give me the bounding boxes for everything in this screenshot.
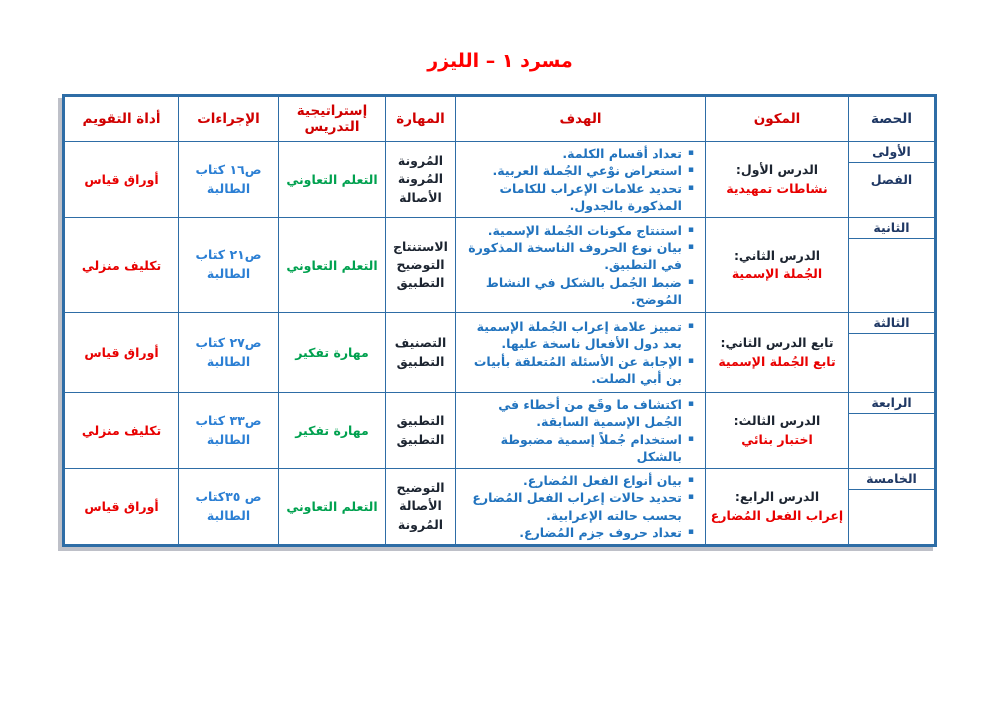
procedures-cell: ص٢٧ كتاب الطالبة (179, 313, 279, 393)
skill-label: التطبيق (396, 275, 445, 291)
square-bullet-icon: ▪ (687, 433, 694, 444)
skill-label: التوضيح (396, 256, 445, 272)
evaluation-cell: أوراق قياس (64, 313, 179, 393)
skill-label: المُرونة (397, 171, 444, 187)
session-label: الثالثة (849, 313, 934, 334)
skill-cell (386, 313, 456, 393)
header-procedures: الإجراءات (179, 96, 279, 142)
skill-cell (386, 142, 456, 218)
component-title: الدرس الثاني: (733, 247, 821, 263)
objective-text: تعداد أقسام الكلمة. (562, 146, 682, 161)
lesson-plan-table (62, 94, 937, 547)
component-name: تابع الجُملة الإسمية (718, 353, 836, 369)
session-sub-label (849, 334, 934, 358)
objective-item (459, 472, 700, 489)
square-bullet-icon: ▪ (687, 492, 694, 503)
objective-cell (456, 393, 706, 469)
skill-label: التطبيق (396, 413, 445, 429)
component-name: الجُملة الإسمية (731, 266, 823, 281)
strategy-cell: التعلم التعاوني (279, 218, 386, 313)
skill-cell (386, 469, 456, 546)
objective-item (459, 145, 700, 162)
objective-item (459, 239, 700, 274)
evaluation-cell: تكليف منزلي (64, 393, 179, 469)
square-bullet-icon: ▪ (687, 148, 694, 158)
header-component: المكون (706, 96, 849, 142)
component-title: تابع الدرس الثاني: (720, 335, 834, 351)
skill-label: الاستنتاج (393, 238, 448, 254)
objective-item (459, 274, 700, 309)
session-cell (849, 469, 936, 546)
objective-text: تمييز علامة إعراب الجُملة الإسمية بعد دول الأفعال ناسخة عليها. (476, 319, 682, 352)
skill-label: التصنيف (394, 335, 447, 351)
session-sub-label (849, 414, 934, 438)
header-objective: الهدف (456, 96, 706, 142)
table-row (64, 469, 936, 546)
square-bullet-icon: ▪ (687, 526, 694, 537)
objective-cell (456, 218, 706, 313)
session-sub-label (849, 490, 934, 514)
component-cell (706, 469, 849, 546)
objective-cell (456, 142, 706, 218)
objective-item (459, 524, 700, 541)
skill-label: الأصالة (399, 498, 442, 514)
header-session: الحصة (849, 96, 936, 142)
skill-cell (386, 393, 456, 469)
objective-item (459, 353, 700, 388)
objective-item (459, 489, 700, 524)
session-label: الرابعة (849, 393, 934, 414)
skill-cell (386, 218, 456, 313)
procedures-cell: ص٢١ كتاب الطالبة (179, 218, 279, 313)
objective-text: استنتاج مكونات الجُملة الإسمية. (487, 222, 682, 238)
square-bullet-icon: ▪ (687, 475, 694, 485)
square-bullet-icon: ▪ (687, 355, 694, 366)
session-label: الأولى (849, 142, 934, 163)
objective-text: استخدام جُملاً إسمية مضبوطة بالشكل (500, 431, 682, 464)
skill-label: التطبيق (396, 431, 445, 447)
objective-text: ضبط الجُمل بالشكل في النشاط المُوضح. (485, 274, 682, 307)
component-cell (706, 218, 849, 313)
page-title: مسرد ١ – الليزر (427, 50, 573, 72)
table-row (64, 218, 936, 313)
objective-cell (456, 469, 706, 546)
objective-text: استعراض نوْعي الجُملة العربية. (492, 163, 682, 179)
session-cell (849, 393, 936, 469)
objective-item (459, 318, 700, 353)
component-name: اختبار بنائي (741, 431, 813, 447)
header-strategy: إستراتيجية التدريس (279, 96, 386, 142)
header-evaluation: أداة التقويم (64, 96, 179, 142)
square-bullet-icon: ▪ (687, 276, 694, 287)
session-cell (849, 313, 936, 393)
procedures-cell: ص١٦ كتاب الطالبة (179, 142, 279, 218)
objective-item (459, 396, 700, 431)
evaluation-cell: أوراق قياس (64, 469, 179, 546)
objective-item (459, 162, 700, 179)
lesson-plan-table-container (65, 94, 937, 547)
session-label: الخامسة (849, 469, 934, 490)
skill-label: التطبيق (396, 353, 445, 369)
objective-text: اكتشاف ما وقَع من أخطاء في الجُمل الإسمية السابقة. (498, 397, 682, 430)
session-label: الثانية (849, 218, 934, 239)
component-title: الدرس الرابع: (734, 489, 820, 505)
objective-item (459, 180, 700, 215)
objective-text: تحديد علامات الإعراب للكامات المذكورة بالجدول. (499, 180, 682, 213)
table-row (64, 313, 936, 393)
table-row (64, 142, 936, 218)
component-title: الدرس الثالث: (733, 413, 821, 429)
session-cell (849, 142, 936, 218)
evaluation-cell: أوراق قياس (64, 142, 179, 218)
skill-label: المُرونة (397, 153, 444, 169)
square-bullet-icon: ▪ (687, 242, 694, 253)
component-cell (706, 142, 849, 218)
component-cell (706, 313, 849, 393)
objective-text: بيان أنواع الفعل المُضارع. (522, 473, 682, 488)
strategy-cell: التعلم التعاوني (279, 469, 386, 546)
procedures-cell: ص٣٣ كتاب الطالبة (179, 393, 279, 469)
square-bullet-icon: ▪ (687, 399, 694, 409)
procedures-cell: ص ٣٥كتاب الطالبة (179, 469, 279, 546)
square-bullet-icon: ▪ (687, 165, 694, 176)
component-title: الدرس الأول: (735, 162, 819, 178)
component-cell (706, 393, 849, 469)
objective-text: الإجابة عن الأسئلة المُتعلقة بأبيات بن أبي الصلت. (473, 353, 682, 386)
evaluation-cell: تكليف منزلي (64, 218, 179, 313)
square-bullet-icon: ▪ (687, 321, 694, 331)
strategy-cell: مهارة تفكير (279, 393, 386, 469)
objective-text: بيان نوع الحروف الناسخة المذكورة في التطبيق. (468, 240, 682, 273)
skill-label: المُرونة (397, 516, 444, 532)
objective-item (459, 431, 700, 466)
skill-label: التوضيح (396, 480, 445, 496)
table-header-row (64, 96, 936, 142)
component-name: إعراب الفعل المُضارع (710, 507, 844, 523)
objective-item (459, 222, 700, 239)
table-row (64, 393, 936, 469)
square-bullet-icon: ▪ (687, 182, 694, 193)
header-skill: المهارة (386, 96, 456, 142)
skill-label: الأصالة (399, 189, 442, 205)
objective-cell (456, 313, 706, 393)
objective-text: تحديد حالات إعراب الفعل المُضارع بحسب حالته الإعرابية. (472, 490, 682, 523)
objective-text: تعداد حروف جزم المُضارع. (519, 524, 682, 540)
table-body (64, 142, 936, 546)
square-bullet-icon: ▪ (687, 224, 694, 235)
session-cell (849, 218, 936, 313)
strategy-cell: التعلم التعاوني (279, 142, 386, 218)
component-name: نشاطات تمهيدية (726, 180, 828, 196)
session-sub-label (849, 239, 934, 263)
session-sub-label: الفصل (870, 172, 913, 187)
strategy-cell: مهارة تفكير (279, 313, 386, 393)
